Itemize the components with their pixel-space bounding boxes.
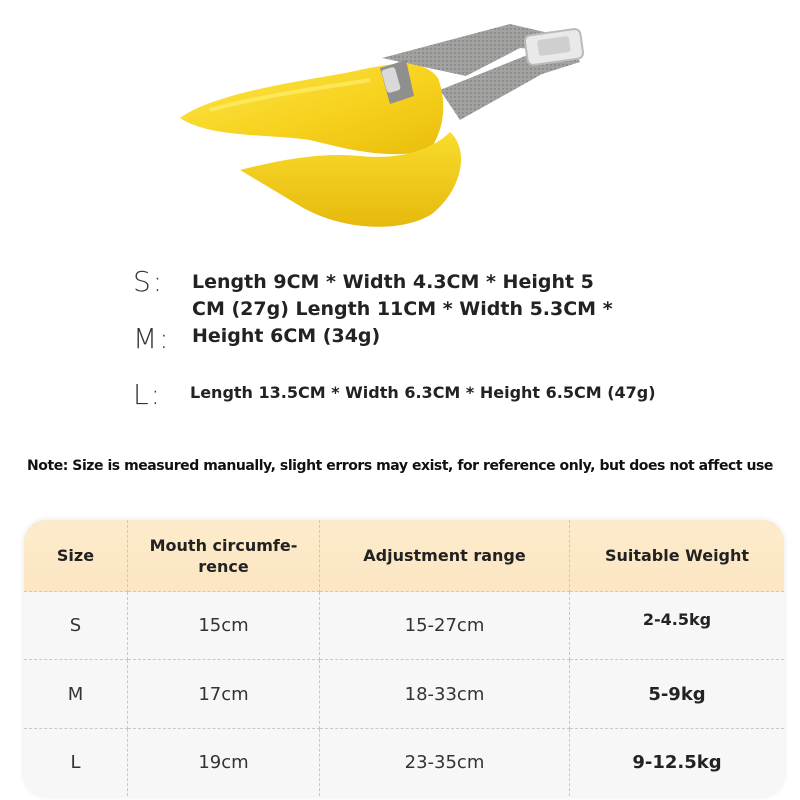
header-mouth-circumference [128,520,320,592]
header-suitable-weight: Suitable Weight [570,520,784,592]
spec-l: Length 13.5CM * Width 6.3CM * Height 6.5CM (47g) [190,383,656,402]
row-m-weight: 5-9kg [570,660,784,729]
row-s-size: S [24,592,128,660]
header-adjustment-range: Adjustment range [320,520,570,592]
size-label-s: S: [133,265,165,298]
row-m-mouth: 17cm [128,660,320,729]
size-label-m: M: [133,322,171,355]
row-s-mouth: 15cm [128,592,320,660]
row-m-range: 18-33cm [320,660,570,729]
row-s-range: 15-27cm [320,592,570,660]
size-label-l: L: [133,378,163,411]
spec-s-line2: CM (27g) Length 11CM * Width 5.3CM * [192,298,613,320]
row-l-mouth: 19cm [128,729,320,796]
measurement-note: Note: Size is measured manually, slight errors may exist, for reference only, but does not affect use [27,458,773,474]
row-s-weight: 2-4.5kg [570,592,784,660]
header-mouth-line1: Mouth circumfe- [149,535,298,555]
spec-s-line1: Length 9CM * Width 4.3CM * Height 5 [192,271,594,293]
duck-muzzle-image [170,0,590,240]
header-mouth-line2: rence [198,556,249,576]
size-table [24,520,784,796]
row-l-range: 23-35cm [320,729,570,796]
row-l-size: L [24,729,128,796]
row-l-weight: 9-12.5kg [570,729,784,796]
spec-m: Height 6CM (34g) [192,325,381,347]
header-size: Size [24,520,128,592]
row-m-size: M [24,660,128,729]
